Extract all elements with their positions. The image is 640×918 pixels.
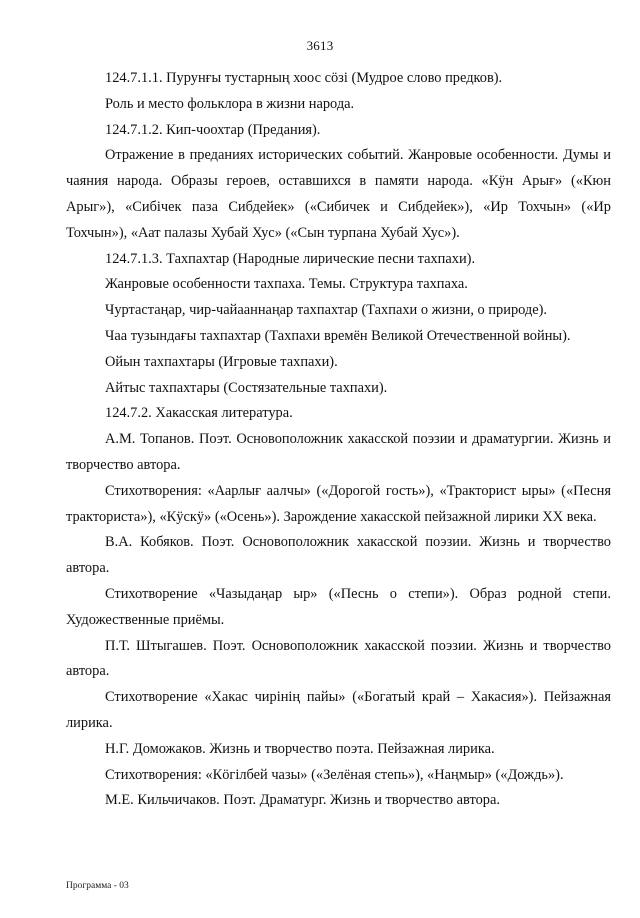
paragraph: Стихотворения: «Кöгiлбей чазы» («Зелёная степь»), «Наңмыр» («Дождь»). (105, 766, 564, 783)
paragraph: Роль и место фольклора в жизни народа. (105, 95, 355, 112)
paragraph: Чуртастаңар, чир-чайааннаңар тахпахтар (Тахпахи о жизни, о природе). (105, 302, 548, 319)
footer-label: Программа - 03 (66, 881, 129, 891)
paragraph: А.М. Топанов. Поэт. Основоположник хакасской поэзии и драматургии. Жизнь и творчество автора. (66, 431, 611, 473)
document-body (66, 66, 611, 814)
paragraph: 124.7.1.1. Пурунғы тустарның хоос сöзі (Мудрое слово предков). (105, 70, 503, 86)
paragraph: Н.Г. Доможаков. Жизнь и творчество поэта. Пейзажная лирика. (105, 740, 495, 757)
page-number: 3613 (306, 38, 334, 53)
paragraph: Айтыс тахпахтары (Состязательные тахпахи). (105, 379, 388, 396)
paragraph: В.А. Кобяков. Поэт. Основоположник хакасской поэзии. Жизнь и творчество автора. (66, 534, 611, 577)
paragraph: Стихотворения: «Аарлығ аалчы» («Дорогой гость»), «Тракторист ыры» («Песня тракториста»), «Кӱскӱ» («Осень»). Зарождение хакасской пейзажной лирики XX века. (66, 482, 611, 525)
paragraph: Отражение в преданиях исторических событий. Жанровые особенности. Думы и чаяния народа. Образы героев, оставшихся в памяти народа. «Кӱн Арығ» («Кюн Арыг»), «Сибiчек паза Сибдейек» («Сибичек и Сибдейек»), «Ир Тохчын» («Ир Тохчын»), «Аат палазы Хубай Хус» («Сын турпана Хубай Хус»). (66, 147, 611, 241)
paragraph: М.Е. Кильчичаков. Поэт. Драматург. Жизнь и творчество автора. (105, 792, 500, 809)
paragraph: Чаа тузындағы тахпахтар (Тахпахи времён Великой Отечественной войны). (105, 327, 571, 344)
paragraph: П.Т. Штыгашев. Поэт. Основоположник хакасской поэзии. Жизнь и творчество автора. (66, 637, 611, 680)
paragraph: 124.7.1.3. Тахпахтар (Народные лирические песни тахпахи). (105, 250, 476, 267)
paragraph: Жанровые особенности тахпаха. Темы. Структура тахпаха. (105, 276, 468, 293)
paragraph: 124.7.1.2. Кип-чоохтар (Предания). (105, 121, 321, 138)
paragraph: 124.7.2. Хакасская литература. (105, 405, 293, 422)
paragraph: Ойын тахпахтары (Игровые тахпахи). (105, 353, 338, 370)
paragraph: Стихотворение «Хакас чирiнiң пайы» («Богатый край – Хакасия»). Пейзажная лирика. (66, 689, 611, 731)
paragraph: Стихотворение «Чазыдаңар ыр» («Песнь о степи»). Образ родной степи. Художественные приёмы. (66, 585, 611, 628)
